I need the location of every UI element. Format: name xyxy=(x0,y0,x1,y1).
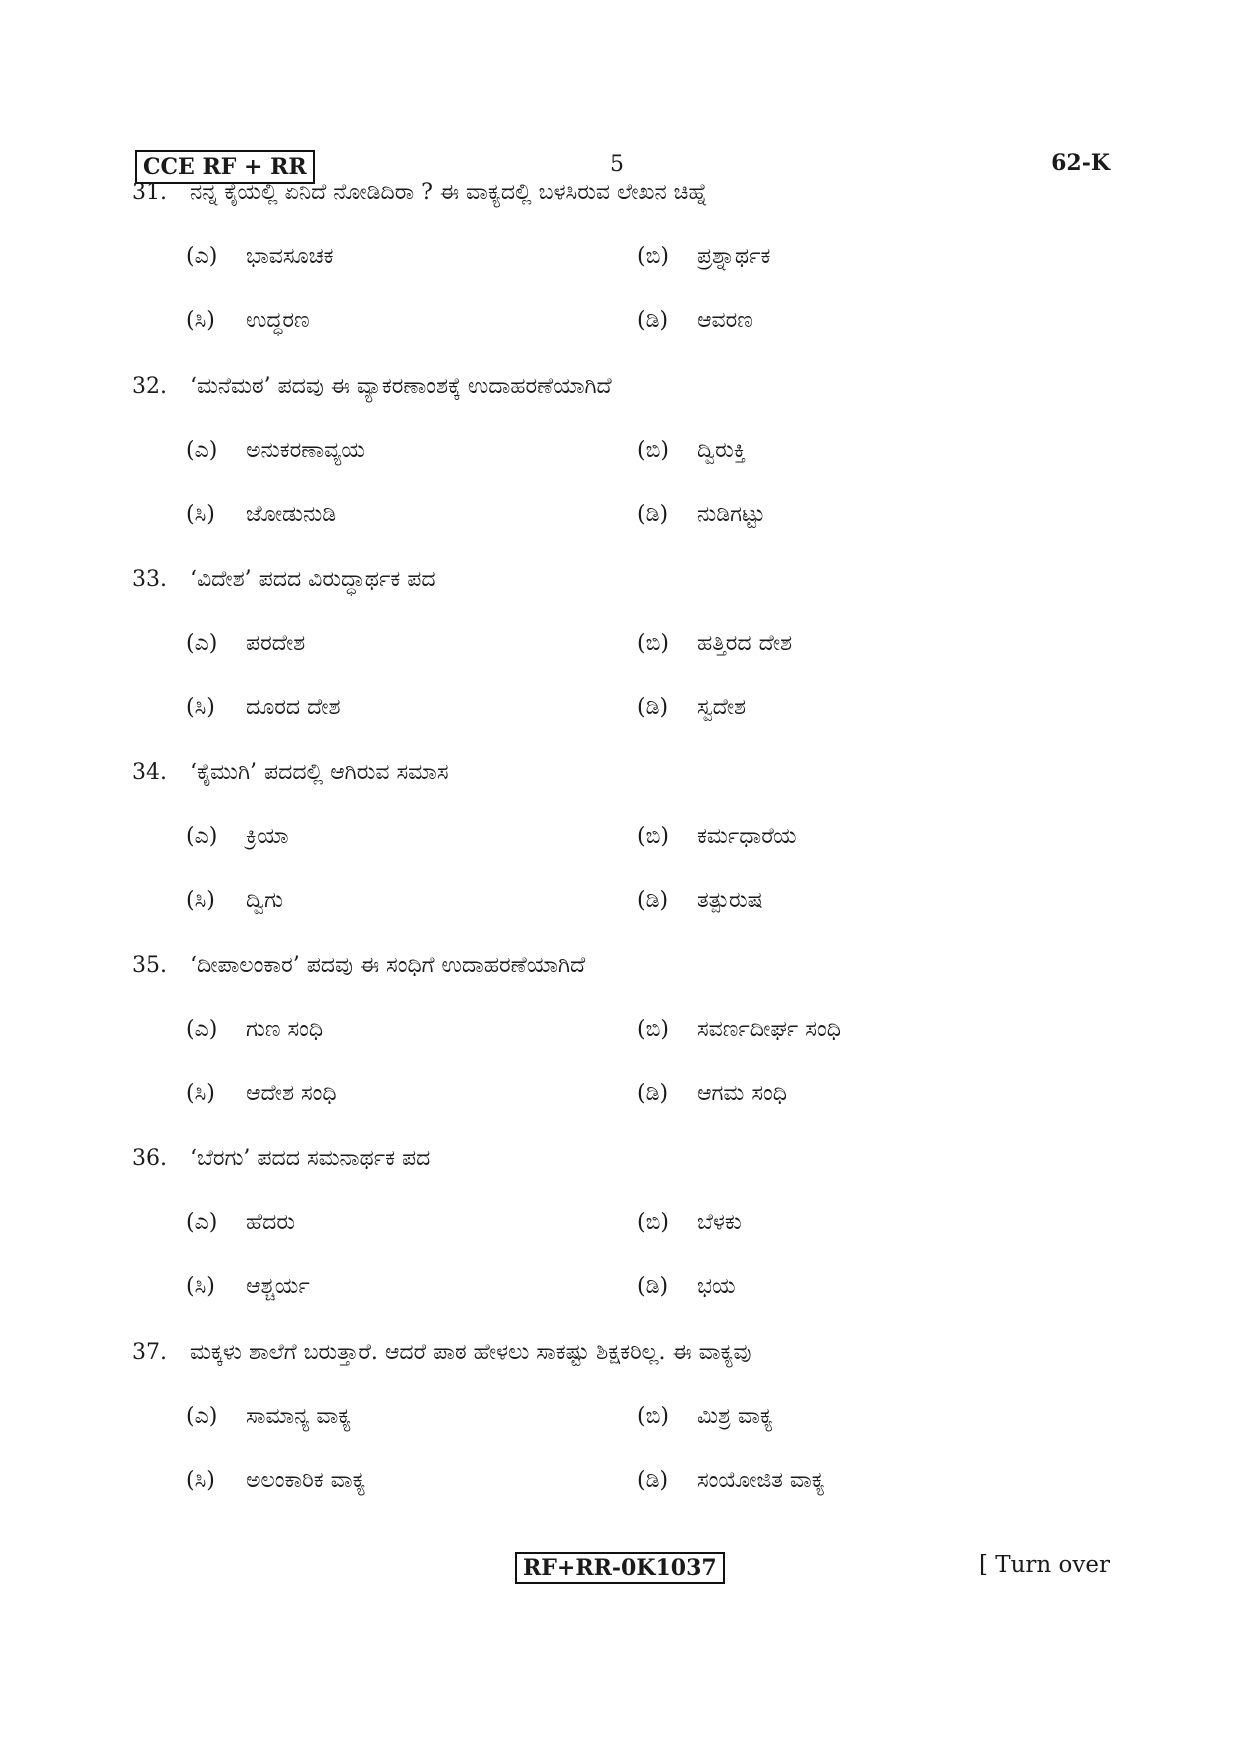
option-text: ಸವರ್ಣದೀರ್ಘ ಸಂಧಿ xyxy=(697,1017,841,1042)
option-text: ಜೋಡುನುಡಿ xyxy=(246,502,337,527)
option-label: (ಎ) xyxy=(186,631,218,656)
option-text: ಮಿಶ್ರ ವಾಕ್ಯ xyxy=(697,1404,773,1429)
option-label: (ಸಿ) xyxy=(186,502,215,527)
option-label: (ಎ) xyxy=(186,1017,218,1042)
question-text: ‘ವಿದೇಶ’ ಪದದ ವಿರುದ್ಧಾರ್ಥಕ ಪದ xyxy=(190,567,436,592)
option-text: ಹತ್ತಿರದ ದೇಶ xyxy=(697,631,793,656)
option-label: (ಎ) xyxy=(186,1210,218,1235)
question-text: ‘ದೀಪಾಲಂಕಾರ’ ಪದವು ಈ ಸಂಧಿಗೆ ಉದಾಹರಣೆಯಾಗಿದೆ xyxy=(190,953,586,978)
option-b xyxy=(637,1017,841,1042)
option-label: (ಡಿ) xyxy=(637,308,669,333)
option-text: ಭಯ xyxy=(697,1274,736,1299)
option-a xyxy=(186,1017,323,1042)
question-stem xyxy=(132,180,708,205)
question-stem xyxy=(132,374,612,399)
option-a xyxy=(186,244,334,269)
option-label: (ಬಿ) xyxy=(637,631,669,656)
option-text: ಉದ್ಧರಣ xyxy=(246,308,310,333)
option-text: ಅನುಕರಣಾವ್ಯಯ xyxy=(246,438,365,463)
option-text: ದ್ವಿರುಕ್ತಿ xyxy=(697,438,746,463)
option-d xyxy=(637,1081,787,1106)
option-text: ದ್ವಿಗು xyxy=(246,888,284,913)
option-text: ಬೆಳಕು xyxy=(697,1210,742,1235)
option-label: (ಬಿ) xyxy=(637,244,669,269)
option-text: ದೂರದ ದೇಶ xyxy=(246,695,341,720)
option-b xyxy=(637,1404,773,1429)
option-text: ನುಡಿಗಟ್ಟು xyxy=(697,502,765,527)
option-label: (ಡಿ) xyxy=(637,888,669,913)
question-36 xyxy=(132,1146,1112,1346)
option-label: (ಸಿ) xyxy=(186,695,215,720)
option-c xyxy=(186,1274,310,1299)
option-b xyxy=(637,1210,742,1235)
option-label: (ಬಿ) xyxy=(637,1404,669,1429)
question-35 xyxy=(132,953,1112,1153)
option-text: ಆಶ್ಚರ್ಯ xyxy=(246,1274,310,1299)
exam-type-label: CCE RF + RR xyxy=(135,150,315,184)
option-label: (ಎ) xyxy=(186,438,218,463)
option-text: ಆವರಣ xyxy=(697,308,753,333)
question-33 xyxy=(132,567,1112,767)
question-stem xyxy=(132,953,585,978)
option-label: (ಬಿ) xyxy=(637,438,669,463)
option-text: ಆದೇಶ ಸಂಧಿ xyxy=(246,1081,337,1106)
question-text: ನನ್ನ ಕೈಯಲ್ಲಿ ಏನಿದೆ ನೋಡಿದಿರಾ ? ಈ ವಾಕ್ಯದಲ್ಲಿ ಬಳಸಿರುವ ಲೇಖನ ಚಿಹ್ನೆ xyxy=(190,180,708,205)
option-label: (ಬಿ) xyxy=(637,1210,669,1235)
option-text: ಅಲಂಕಾರಿಕ ವಾಕ್ಯ xyxy=(246,1468,366,1493)
turn-over-note: [ Turn over xyxy=(978,1552,1110,1578)
option-a xyxy=(186,631,305,656)
option-label: (ಸಿ) xyxy=(186,1468,215,1493)
question-37 xyxy=(132,1340,1112,1540)
option-label: (ಸಿ) xyxy=(186,308,215,333)
option-a xyxy=(186,1404,351,1429)
option-a xyxy=(186,438,365,463)
option-b xyxy=(637,824,797,849)
option-label: (ಎ) xyxy=(186,824,218,849)
option-label: (ಎ) xyxy=(186,1404,218,1429)
option-c xyxy=(186,502,336,527)
question-number: 34. xyxy=(132,760,167,785)
option-text: ಕ್ರಿಯಾ xyxy=(246,824,289,849)
option-text: ತತ್ಪುರುಷ xyxy=(697,888,763,913)
paper-code: 62-K xyxy=(1051,150,1110,176)
question-number: 37. xyxy=(132,1340,167,1365)
option-text: ಹೆದರು xyxy=(246,1210,295,1235)
option-d xyxy=(637,308,753,333)
question-31 xyxy=(132,180,1112,380)
option-label: (ಡಿ) xyxy=(637,1274,669,1299)
question-number: 36. xyxy=(132,1146,167,1171)
option-d xyxy=(637,695,746,720)
option-text: ಪ್ರಶ್ನಾರ್ಥಕ xyxy=(697,244,771,269)
option-text: ಗುಣ ಸಂಧಿ xyxy=(246,1017,324,1042)
option-text: ಸ್ವದೇಶ xyxy=(697,695,747,720)
option-label: (ಡಿ) xyxy=(637,1468,669,1493)
option-label: (ಡಿ) xyxy=(637,695,669,720)
option-b xyxy=(637,631,792,656)
option-d xyxy=(637,502,765,527)
question-number: 31. xyxy=(132,180,167,205)
footer-paper-code: RF+RR-0K1037 xyxy=(515,1552,725,1584)
option-c xyxy=(186,888,283,913)
question-number: 33. xyxy=(132,567,167,592)
option-label: (ಸಿ) xyxy=(186,888,215,913)
option-label: (ಎ) xyxy=(186,244,218,269)
option-c xyxy=(186,695,341,720)
option-text: ಸಂಯೋಜಿತ ವಾಕ್ಯ xyxy=(697,1468,825,1493)
option-d xyxy=(637,1468,825,1493)
question-number: 35. xyxy=(132,953,167,978)
option-a xyxy=(186,824,289,849)
page-number: 5 xyxy=(610,152,624,177)
option-a xyxy=(186,1210,295,1235)
question-text: ‘ಬೆರಗು’ ಪದದ ಸಮನಾರ್ಥಕ ಪದ xyxy=(190,1146,431,1171)
option-d xyxy=(637,1274,736,1299)
question-32 xyxy=(132,374,1112,574)
question-number: 32. xyxy=(132,374,167,399)
option-d xyxy=(637,888,763,913)
option-label: (ಬಿ) xyxy=(637,1017,669,1042)
question-stem xyxy=(132,1340,751,1365)
question-34 xyxy=(132,760,1112,960)
option-b xyxy=(637,438,746,463)
question-text: ‘ಕೈಮುಗಿ’ ಪದದಲ್ಲಿ ಆಗಿರುವ ಸಮಾಸ xyxy=(190,760,449,785)
question-stem xyxy=(132,567,436,592)
option-c xyxy=(186,1468,366,1493)
option-text: ಆಗಮ ಸಂಧಿ xyxy=(697,1081,787,1106)
question-text: ‘ಮನೆಮಠ’ ಪದವು ಈ ವ್ಯಾಕರಣಾಂಶಕ್ಕೆ ಉದಾಹರಣೆಯಾಗಿದೆ xyxy=(190,374,612,399)
option-c xyxy=(186,308,310,333)
option-text: ಕರ್ಮಧಾರೆಯ xyxy=(697,824,797,849)
question-stem xyxy=(132,1146,430,1171)
option-label: (ಸಿ) xyxy=(186,1274,215,1299)
option-label: (ಬಿ) xyxy=(637,824,669,849)
option-c xyxy=(186,1081,337,1106)
question-text: ಮಕ್ಕಳು ಶಾಲೆಗೆ ಬರುತ್ತಾರೆ. ಆದರೆ ಪಾಠ ಹೇಳಲು ಸಾಕಷ್ಟು ಶಿಕ್ಷಕರಿಲ್ಲ. ಈ ವಾಕ್ಯವು xyxy=(190,1340,752,1365)
question-stem xyxy=(132,760,449,785)
option-text: ಪರದೇಶ xyxy=(246,631,306,656)
option-b xyxy=(637,244,770,269)
option-label: (ಡಿ) xyxy=(637,502,669,527)
option-label: (ಡಿ) xyxy=(637,1081,669,1106)
option-text: ಭಾವಸೂಚಕ xyxy=(246,244,334,269)
option-text: ಸಾಮಾನ್ಯ ವಾಕ್ಯ xyxy=(246,1404,352,1429)
option-label: (ಸಿ) xyxy=(186,1081,215,1106)
